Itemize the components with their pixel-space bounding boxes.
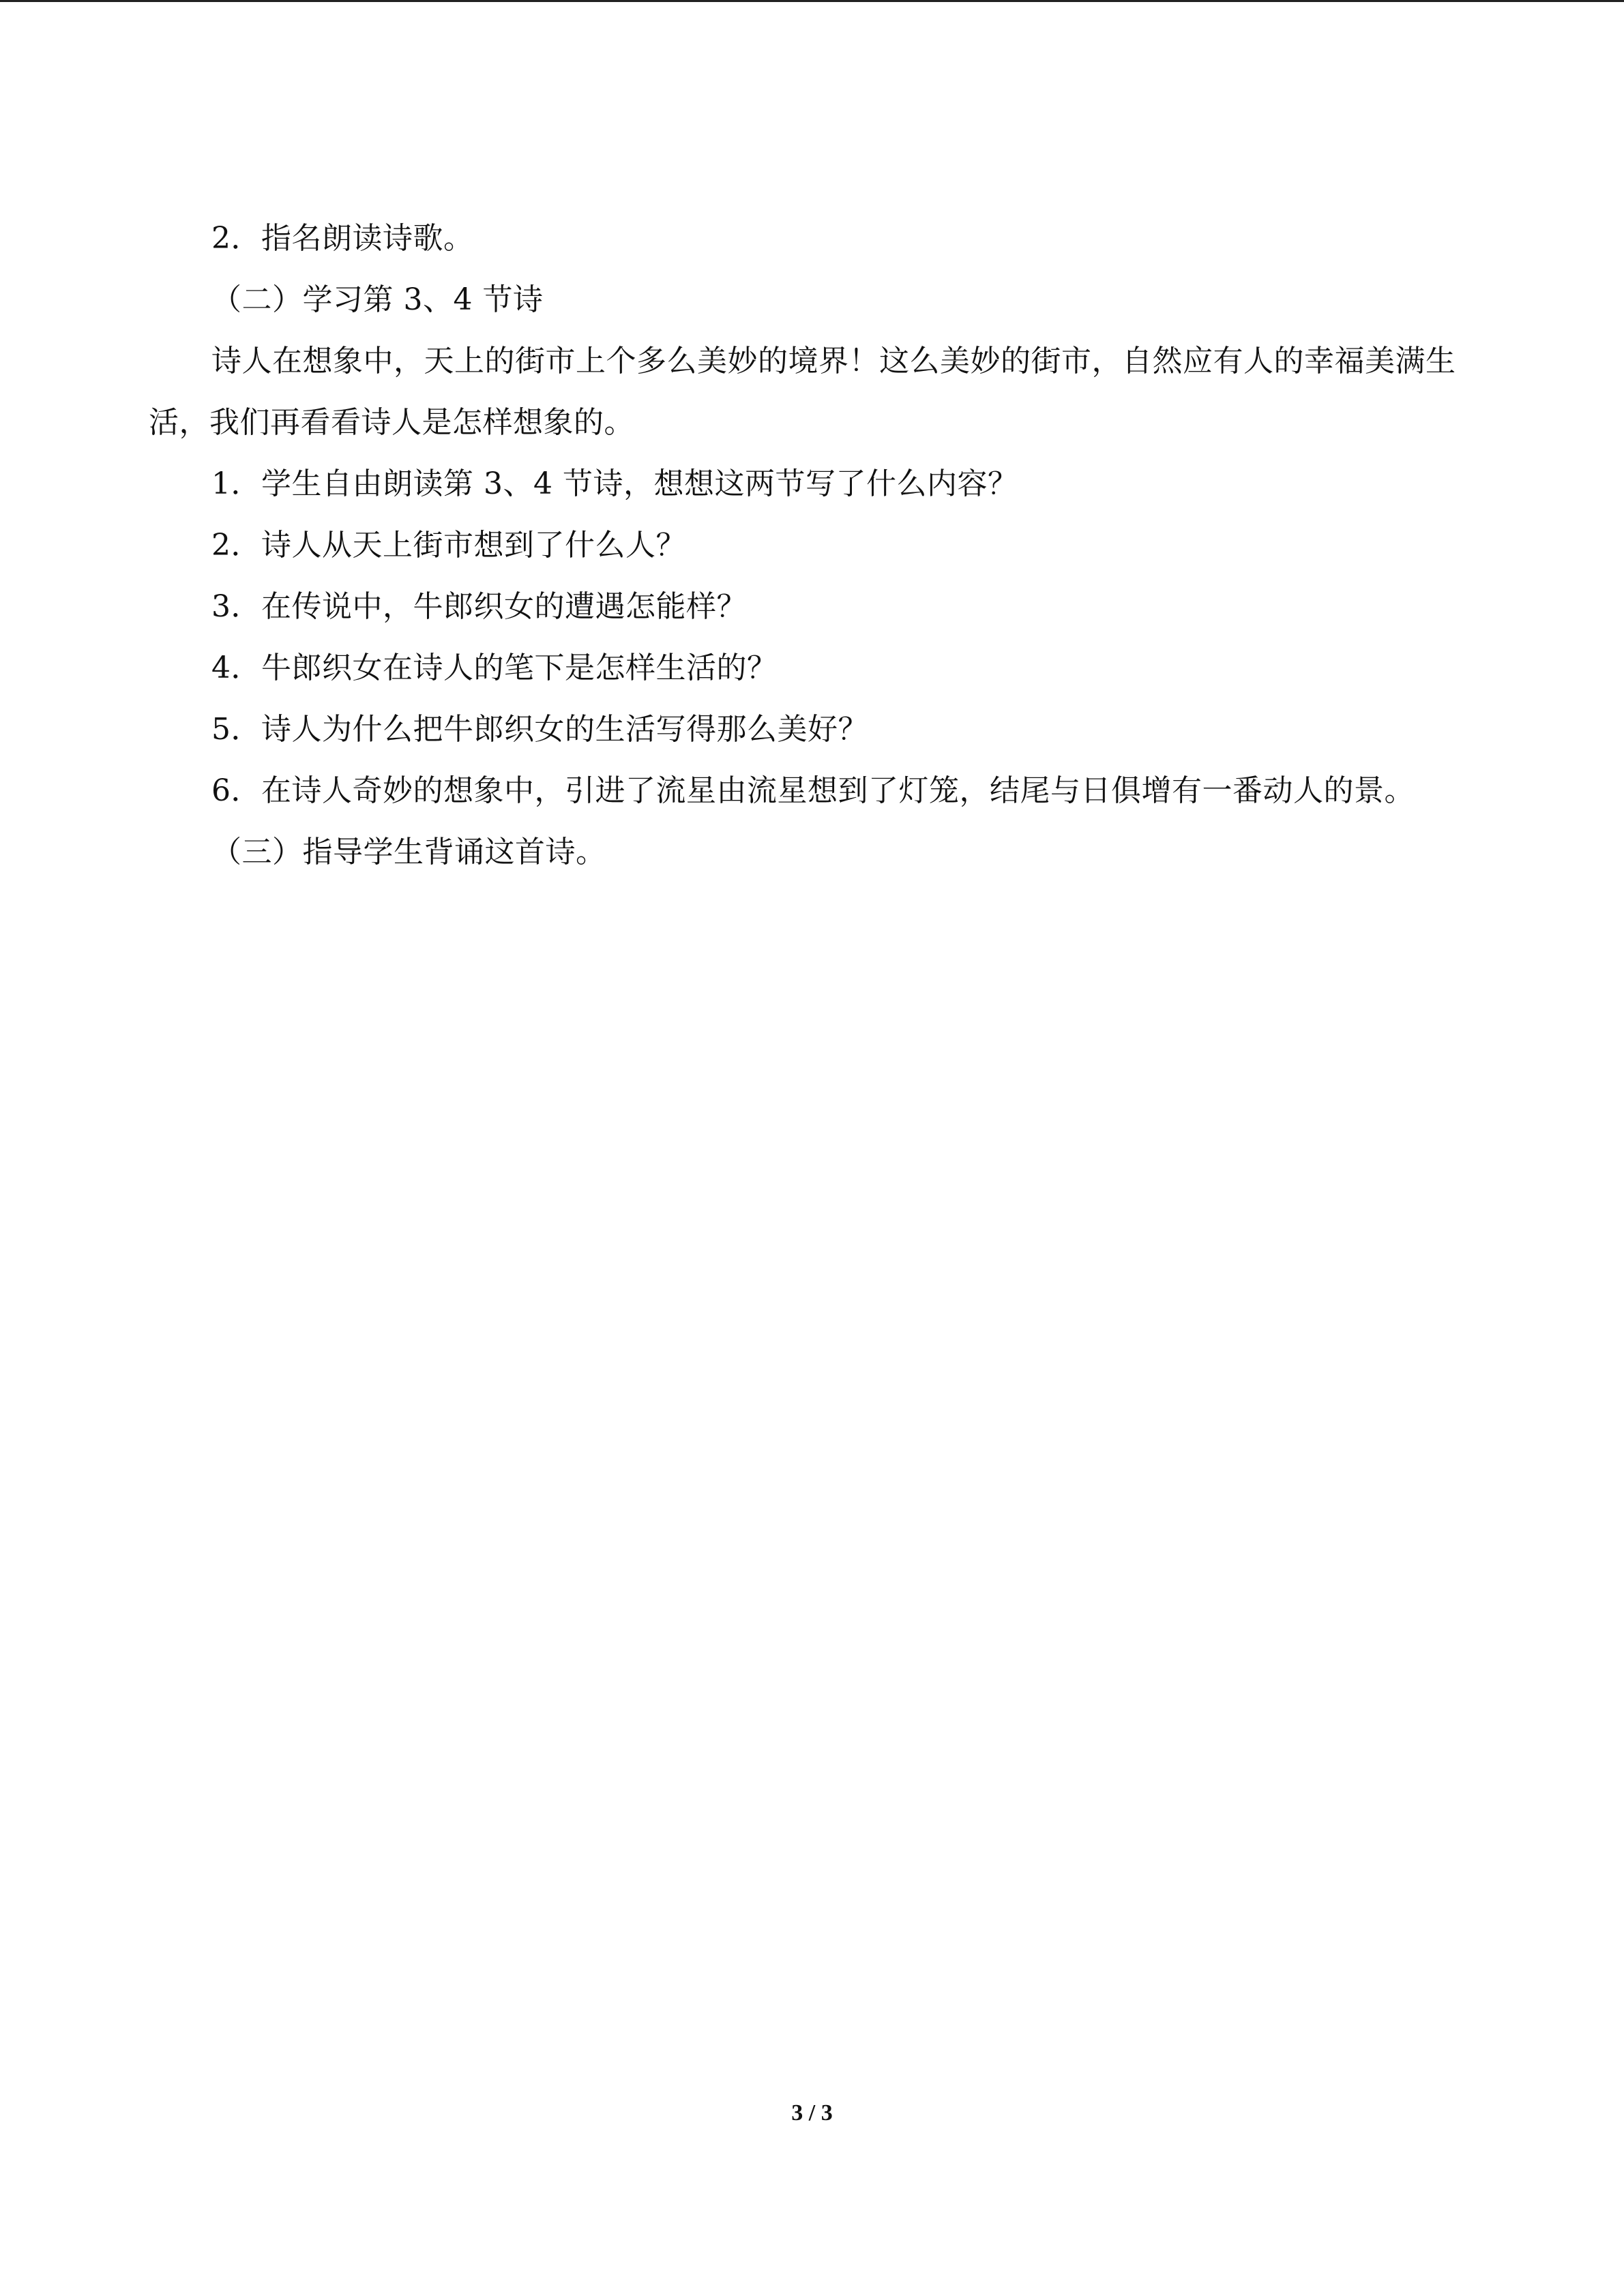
question-5: 5．诗人为什么把牛郎织女的生活写得那么美好？ — [211, 712, 868, 747]
document-body — [149, 208, 1458, 883]
section-heading-stanzas-3-4: （二）学习第 3、4 节诗 — [211, 282, 544, 317]
question-1: 1．学生自由朗读第 3、4 节诗，想想这两节写了什么内容？ — [211, 466, 1018, 501]
question-2: 2．诗人从天上街市想到了什么人？ — [211, 528, 686, 563]
paragraph-intro-imagination: 诗人在想象中，天上的街市上个多么美妙的境界！这么美妙的街市，自然应有人的幸福美满生活，我们再看看诗人是怎样想象的。 — [149, 344, 1456, 440]
question-6: 6．在诗人奇妙的想象中，引进了流星由流星想到了灯笼，结尾与日俱增有一番动人的景。 — [211, 773, 1415, 808]
question-3: 3．在传说中，牛郎织女的遭遇怎能样？ — [211, 589, 747, 624]
page-top-border — [0, 0, 1624, 2]
question-4: 4．牛郎织女在诗人的笔下是怎样生活的？ — [211, 651, 778, 685]
page-number: 3 / 3 — [791, 2100, 833, 2126]
paragraph-step-2-read-aloud: 2．指名朗读诗歌。 — [211, 221, 474, 256]
section-heading-recite: （三）指导学生背诵这首诗。 — [211, 835, 606, 869]
